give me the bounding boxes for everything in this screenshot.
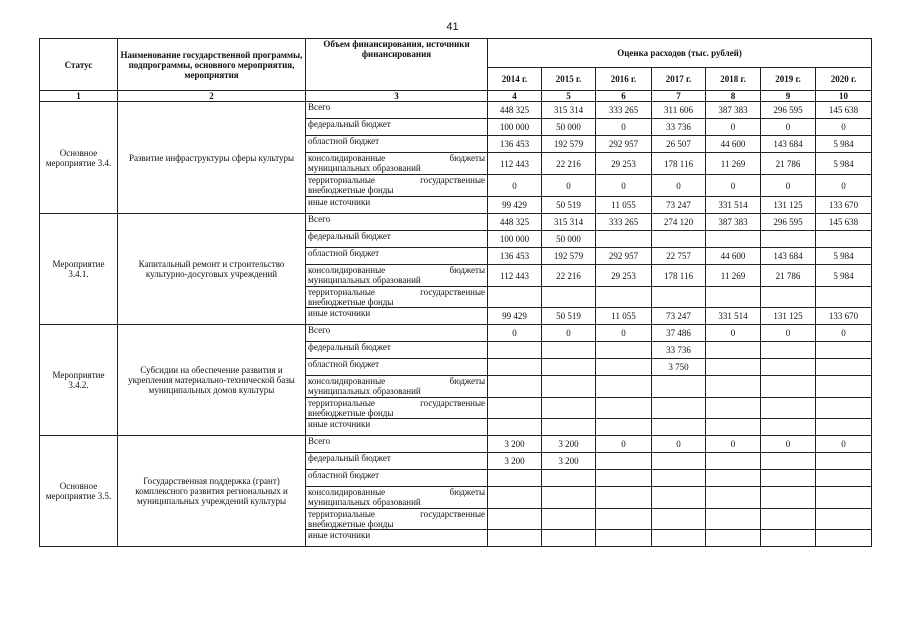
amount-cell: 145 638	[816, 214, 872, 231]
amount-cell	[761, 376, 816, 398]
amount-cell: 22 216	[542, 153, 596, 175]
amount-cell: 73 247	[652, 197, 706, 214]
amount-cell: 3 200	[542, 453, 596, 470]
amount-cell	[706, 487, 761, 509]
amount-cell	[488, 509, 542, 530]
activity-name-cell: Государственная поддержка (грант) комплексного развития региональных и муниципальных учреждений культуры	[118, 436, 306, 547]
column-index: 6	[596, 91, 652, 102]
amount-cell	[596, 287, 652, 308]
amount-cell	[816, 453, 872, 470]
source-label-line: муниципальных образований	[308, 497, 421, 507]
amount-cell: 29 253	[596, 153, 652, 175]
amount-cell	[596, 398, 652, 419]
amount-cell: 192 579	[542, 136, 596, 153]
amount-cell	[542, 342, 596, 359]
amount-cell	[761, 509, 816, 530]
source-label-cell: федеральный бюджет	[306, 231, 488, 248]
amount-cell: 11 055	[596, 197, 652, 214]
status-cell: Мероприятие 3.4.2.	[40, 325, 118, 436]
table-body	[40, 102, 872, 547]
amount-cell	[706, 231, 761, 248]
amount-cell	[706, 453, 761, 470]
amount-cell: 331 514	[706, 308, 761, 325]
amount-cell: 3 200	[488, 436, 542, 453]
amount-cell: 0	[542, 175, 596, 197]
amount-cell: 0	[652, 175, 706, 197]
amount-cell: 178 116	[652, 265, 706, 287]
amount-cell	[596, 530, 652, 547]
source-label-cell	[306, 509, 488, 530]
amount-cell: 44 600	[706, 248, 761, 265]
amount-cell: 3 750	[652, 359, 706, 376]
amount-cell: 136 453	[488, 136, 542, 153]
amount-cell: 0	[596, 325, 652, 342]
amount-cell: 0	[761, 436, 816, 453]
activity-name-cell: Капитальный ремонт и строительство культурно-досуговых учреждений	[118, 214, 306, 325]
amount-cell	[761, 487, 816, 509]
source-label-line: консолидированные бюджеты	[308, 487, 485, 497]
amount-cell	[488, 398, 542, 419]
amount-cell	[816, 376, 872, 398]
amount-cell: 112 443	[488, 265, 542, 287]
amount-cell	[652, 231, 706, 248]
amount-cell	[761, 470, 816, 487]
source-label-cell: областной бюджет	[306, 248, 488, 265]
source-label-line: внебюджетные фонды	[308, 297, 394, 307]
amount-cell: 131 125	[761, 308, 816, 325]
amount-cell	[596, 487, 652, 509]
amount-cell	[542, 376, 596, 398]
amount-cell: 131 125	[761, 197, 816, 214]
amount-cell	[542, 530, 596, 547]
amount-cell	[542, 287, 596, 308]
amount-cell: 29 253	[596, 265, 652, 287]
source-label-cell: областной бюджет	[306, 359, 488, 376]
header-year: 2018 г.	[706, 68, 761, 91]
column-index: 4	[488, 91, 542, 102]
amount-cell	[488, 376, 542, 398]
amount-cell: 311 606	[652, 102, 706, 119]
source-label-cell: областной бюджет	[306, 470, 488, 487]
amount-cell: 292 957	[596, 136, 652, 153]
amount-cell: 22 757	[652, 248, 706, 265]
amount-cell: 143 684	[761, 248, 816, 265]
amount-cell	[652, 287, 706, 308]
amount-cell: 0	[816, 325, 872, 342]
amount-cell: 11 269	[706, 265, 761, 287]
amount-cell: 0	[596, 436, 652, 453]
amount-cell: 112 443	[488, 153, 542, 175]
amount-cell: 50 000	[542, 119, 596, 136]
header-year: 2016 г.	[596, 68, 652, 91]
amount-cell	[816, 419, 872, 436]
column-index: 7	[652, 91, 706, 102]
amount-cell: 274 120	[652, 214, 706, 231]
amount-cell: 0	[816, 175, 872, 197]
amount-cell	[542, 487, 596, 509]
amount-cell: 296 595	[761, 102, 816, 119]
amount-cell: 5 984	[816, 265, 872, 287]
source-label-cell: федеральный бюджет	[306, 453, 488, 470]
amount-cell	[706, 419, 761, 436]
row-total	[40, 436, 872, 453]
amount-cell: 11 269	[706, 153, 761, 175]
source-label-cell: федеральный бюджет	[306, 119, 488, 136]
amount-cell: 133 670	[816, 308, 872, 325]
amount-cell: 0	[652, 436, 706, 453]
amount-cell	[761, 359, 816, 376]
source-label-cell: Всего	[306, 102, 488, 119]
amount-cell: 143 684	[761, 136, 816, 153]
amount-cell: 0	[596, 119, 652, 136]
amount-cell: 33 736	[652, 342, 706, 359]
column-index: 3	[306, 91, 488, 102]
amount-cell: 5 984	[816, 136, 872, 153]
amount-cell	[652, 419, 706, 436]
source-label-line: внебюджетные фонды	[308, 185, 394, 195]
source-label-cell	[306, 153, 488, 175]
amount-cell	[596, 359, 652, 376]
amount-cell: 0	[761, 325, 816, 342]
amount-cell: 0	[816, 436, 872, 453]
amount-cell	[652, 509, 706, 530]
header-source: Объем финансирования, источники финансирования	[306, 39, 488, 91]
amount-cell	[488, 287, 542, 308]
amount-cell: 21 786	[761, 153, 816, 175]
amount-cell	[652, 376, 706, 398]
amount-cell: 0	[706, 436, 761, 453]
amount-cell	[706, 376, 761, 398]
row-total	[40, 102, 872, 119]
amount-cell	[652, 530, 706, 547]
status-cell: Мероприятие 3.4.1.	[40, 214, 118, 325]
amount-cell	[816, 487, 872, 509]
amount-cell: 331 514	[706, 197, 761, 214]
amount-cell: 5 984	[816, 248, 872, 265]
source-label-line: внебюджетные фонды	[308, 408, 394, 418]
amount-cell: 448 325	[488, 102, 542, 119]
source-label-line: консолидированные бюджеты	[308, 376, 485, 386]
column-index: 9	[761, 91, 816, 102]
amount-cell: 50 519	[542, 308, 596, 325]
amount-cell	[816, 359, 872, 376]
amount-cell	[596, 342, 652, 359]
amount-cell	[596, 509, 652, 530]
amount-cell: 100 000	[488, 119, 542, 136]
amount-cell: 0	[488, 175, 542, 197]
amount-cell: 178 116	[652, 153, 706, 175]
source-label-cell: иные источники	[306, 308, 488, 325]
amount-cell: 448 325	[488, 214, 542, 231]
amount-cell: 133 670	[816, 197, 872, 214]
source-label-line: консолидированные бюджеты	[308, 265, 485, 275]
amount-cell	[761, 342, 816, 359]
amount-cell	[816, 398, 872, 419]
source-label-cell: Всего	[306, 325, 488, 342]
amount-cell	[542, 398, 596, 419]
header-year: 2019 г.	[761, 68, 816, 91]
amount-cell: 0	[488, 325, 542, 342]
amount-cell: 136 453	[488, 248, 542, 265]
source-label-line: муниципальных образований	[308, 275, 421, 285]
amount-cell	[488, 419, 542, 436]
source-label-cell: иные источники	[306, 419, 488, 436]
amount-cell	[761, 398, 816, 419]
amount-cell	[542, 359, 596, 376]
header-name: Наименование государственной программы, подпрограммы, основного мероприятия, мероприятия	[118, 39, 306, 91]
source-label-line: территориальные государственные	[308, 287, 485, 297]
source-label-line: муниципальных образований	[308, 163, 421, 173]
amount-cell	[488, 487, 542, 509]
amount-cell: 3 200	[488, 453, 542, 470]
source-label-cell: Всего	[306, 214, 488, 231]
amount-cell: 0	[706, 325, 761, 342]
activity-name-cell: Развитие инфраструктуры сферы культуры	[118, 102, 306, 214]
row-total	[40, 214, 872, 231]
column-index: 2	[118, 91, 306, 102]
amount-cell: 44 600	[706, 136, 761, 153]
amount-cell: 37 486	[652, 325, 706, 342]
header-year: 2020 г.	[816, 68, 872, 91]
column-index: 5	[542, 91, 596, 102]
source-label-cell: иные источники	[306, 197, 488, 214]
amount-cell	[542, 509, 596, 530]
column-index: 10	[816, 91, 872, 102]
amount-cell	[816, 470, 872, 487]
amount-cell	[596, 470, 652, 487]
status-cell: Основное мероприятие 3.5.	[40, 436, 118, 547]
amount-cell: 315 314	[542, 102, 596, 119]
amount-cell	[652, 398, 706, 419]
amount-cell	[706, 470, 761, 487]
source-label-cell	[306, 287, 488, 308]
amount-cell	[596, 231, 652, 248]
status-cell: Основное мероприятие 3.4.	[40, 102, 118, 214]
amount-cell: 22 216	[542, 265, 596, 287]
amount-cell	[706, 342, 761, 359]
source-label-cell	[306, 487, 488, 509]
amount-cell: 292 957	[596, 248, 652, 265]
amount-cell: 296 595	[761, 214, 816, 231]
amount-cell: 0	[816, 119, 872, 136]
amount-cell: 333 265	[596, 102, 652, 119]
amount-cell: 21 786	[761, 265, 816, 287]
amount-cell: 99 429	[488, 197, 542, 214]
amount-cell: 0	[706, 119, 761, 136]
amount-cell: 333 265	[596, 214, 652, 231]
amount-cell	[706, 509, 761, 530]
amount-cell: 387 383	[706, 102, 761, 119]
amount-cell	[488, 530, 542, 547]
amount-cell	[542, 419, 596, 436]
amount-cell	[761, 530, 816, 547]
amount-cell: 0	[596, 175, 652, 197]
amount-cell	[652, 453, 706, 470]
header-estimate: Оценка расходов (тыс. рублей)	[488, 39, 872, 68]
amount-cell	[488, 359, 542, 376]
column-index: 1	[40, 91, 118, 102]
amount-cell: 33 736	[652, 119, 706, 136]
budget-table	[39, 38, 872, 547]
amount-cell	[596, 419, 652, 436]
source-label-line: консолидированные бюджеты	[308, 153, 485, 163]
amount-cell	[761, 419, 816, 436]
amount-cell	[488, 342, 542, 359]
amount-cell: 73 247	[652, 308, 706, 325]
amount-cell	[652, 470, 706, 487]
amount-cell	[816, 342, 872, 359]
amount-cell: 99 429	[488, 308, 542, 325]
header-status: Статус	[40, 39, 118, 91]
amount-cell: 5 984	[816, 153, 872, 175]
row-total	[40, 325, 872, 342]
source-label-line: территориальные государственные	[308, 509, 485, 519]
source-label-line: территориальные государственные	[308, 175, 485, 185]
source-label-line: внебюджетные фонды	[308, 519, 394, 529]
header-year: 2017 г.	[652, 68, 706, 91]
amount-cell: 3 200	[542, 436, 596, 453]
amount-cell	[761, 287, 816, 308]
amount-cell: 11 055	[596, 308, 652, 325]
amount-cell	[816, 509, 872, 530]
table-header	[40, 39, 872, 102]
source-label-cell: федеральный бюджет	[306, 342, 488, 359]
amount-cell	[706, 359, 761, 376]
amount-cell	[488, 470, 542, 487]
amount-cell	[542, 470, 596, 487]
header-year: 2014 г.	[488, 68, 542, 91]
source-label-cell: иные источники	[306, 530, 488, 547]
amount-cell: 50 000	[542, 231, 596, 248]
source-label-cell	[306, 175, 488, 197]
amount-cell: 387 383	[706, 214, 761, 231]
amount-cell	[706, 398, 761, 419]
header-year: 2015 г.	[542, 68, 596, 91]
amount-cell: 100 000	[488, 231, 542, 248]
amount-cell	[596, 376, 652, 398]
source-label-line: территориальные государственные	[308, 398, 485, 408]
amount-cell	[596, 453, 652, 470]
amount-cell: 192 579	[542, 248, 596, 265]
amount-cell: 145 638	[816, 102, 872, 119]
source-label-line: муниципальных образований	[308, 386, 421, 396]
column-index: 8	[706, 91, 761, 102]
amount-cell: 0	[761, 119, 816, 136]
amount-cell: 50 519	[542, 197, 596, 214]
amount-cell	[706, 530, 761, 547]
activity-name-cell: Субсидии на обеспечение развития и укрепления материально-технической базы муниципальных домов культуры	[118, 325, 306, 436]
source-label-cell	[306, 265, 488, 287]
page-number: 41	[446, 21, 459, 33]
source-label-cell: областной бюджет	[306, 136, 488, 153]
source-label-cell	[306, 398, 488, 419]
amount-cell	[816, 530, 872, 547]
amount-cell: 315 314	[542, 214, 596, 231]
amount-cell	[652, 487, 706, 509]
amount-cell	[706, 287, 761, 308]
source-label-cell: Всего	[306, 436, 488, 453]
amount-cell	[816, 231, 872, 248]
amount-cell: 26 507	[652, 136, 706, 153]
amount-cell: 0	[542, 325, 596, 342]
amount-cell	[816, 287, 872, 308]
source-label-cell	[306, 376, 488, 398]
amount-cell	[761, 453, 816, 470]
amount-cell	[761, 231, 816, 248]
amount-cell: 0	[706, 175, 761, 197]
amount-cell: 0	[761, 175, 816, 197]
